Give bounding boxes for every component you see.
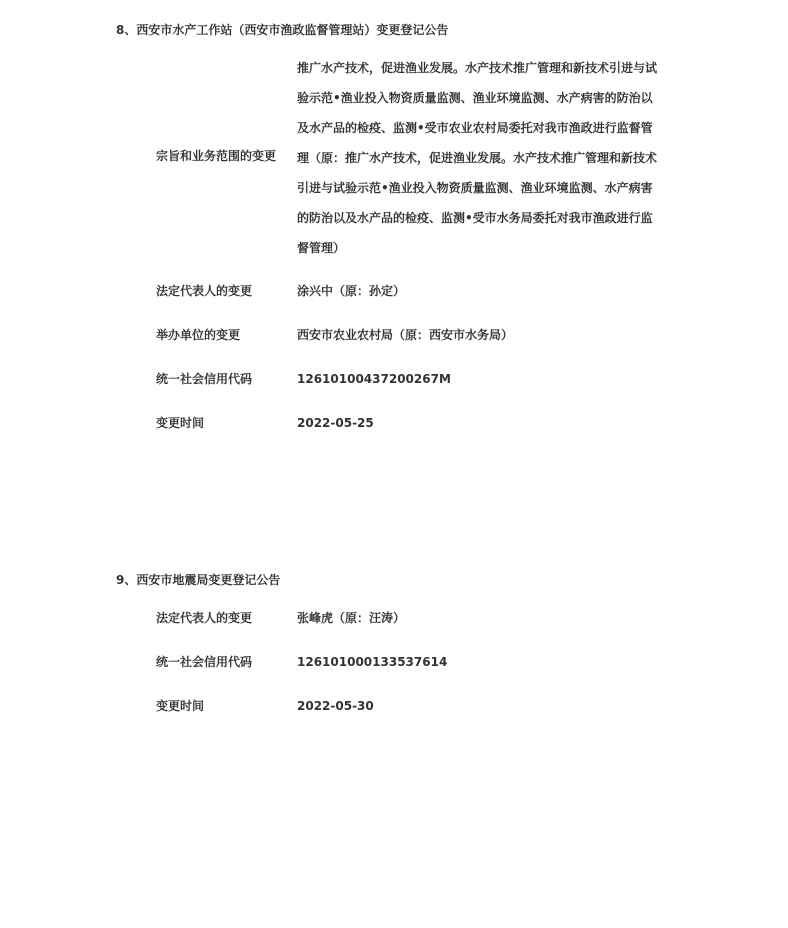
notice-9-title: 9、西安市地震局变更登记公告 [116,573,281,587]
row-label: 变更时间 [156,416,205,430]
row-value: 2022-05-25 [297,416,374,430]
row-legal-rep-change [156,282,676,300]
row-value: 126101000133537614 [297,655,448,669]
row-value: 2022-05-30 [297,699,374,713]
row-label: 统一社会信用代码 [156,655,253,669]
row-credit-code [156,370,676,388]
notice-9 [116,571,716,713]
row-value: 张峰虎（原：汪涛） [297,611,406,625]
row-scope-change [156,53,676,263]
row-change-date [156,697,676,715]
notice-8-title: 8、西安市水产工作站（西安市渔政监督管理站）变更登记公告 [116,23,449,37]
row-change-date [156,414,676,432]
row-value: 涂兴中（原：孙定） [297,284,406,298]
row-label: 法定代表人的变更 [156,611,253,625]
row-value: 西安市农业农村局（原：西安市水务局） [297,328,514,342]
row-label: 法定代表人的变更 [156,284,253,298]
row-value: 12610100437200267M [297,372,451,386]
row-label: 举办单位的变更 [156,328,241,342]
row-label: 宗旨和业务范围的变更 [156,149,277,163]
row-legal-rep-change [156,609,676,627]
row-sponsor-change [156,326,676,344]
row-value: 推广水产技术，促进渔业发展。水产技术推广管理和新技术引进与试验示范•渔业投入物资质量监测、渔业环境监测、水产病害的防治以及水产品的检疫、监测•受市农业农村局委托对我市渔政进行监督管理（原：推广水产技术，促进渔业发展。水产技术推广管理和新技术引进与试验示范•渔业投入物资质量监测、渔业环境监测、水产病害的防治以及水产品的检疫、监测•受市水务局委托对我市渔政进行监督管理） [297,61,658,255]
row-label: 统一社会信用代码 [156,372,253,386]
notice-8 [116,21,716,430]
row-label: 变更时间 [156,699,205,713]
row-credit-code [156,653,676,671]
